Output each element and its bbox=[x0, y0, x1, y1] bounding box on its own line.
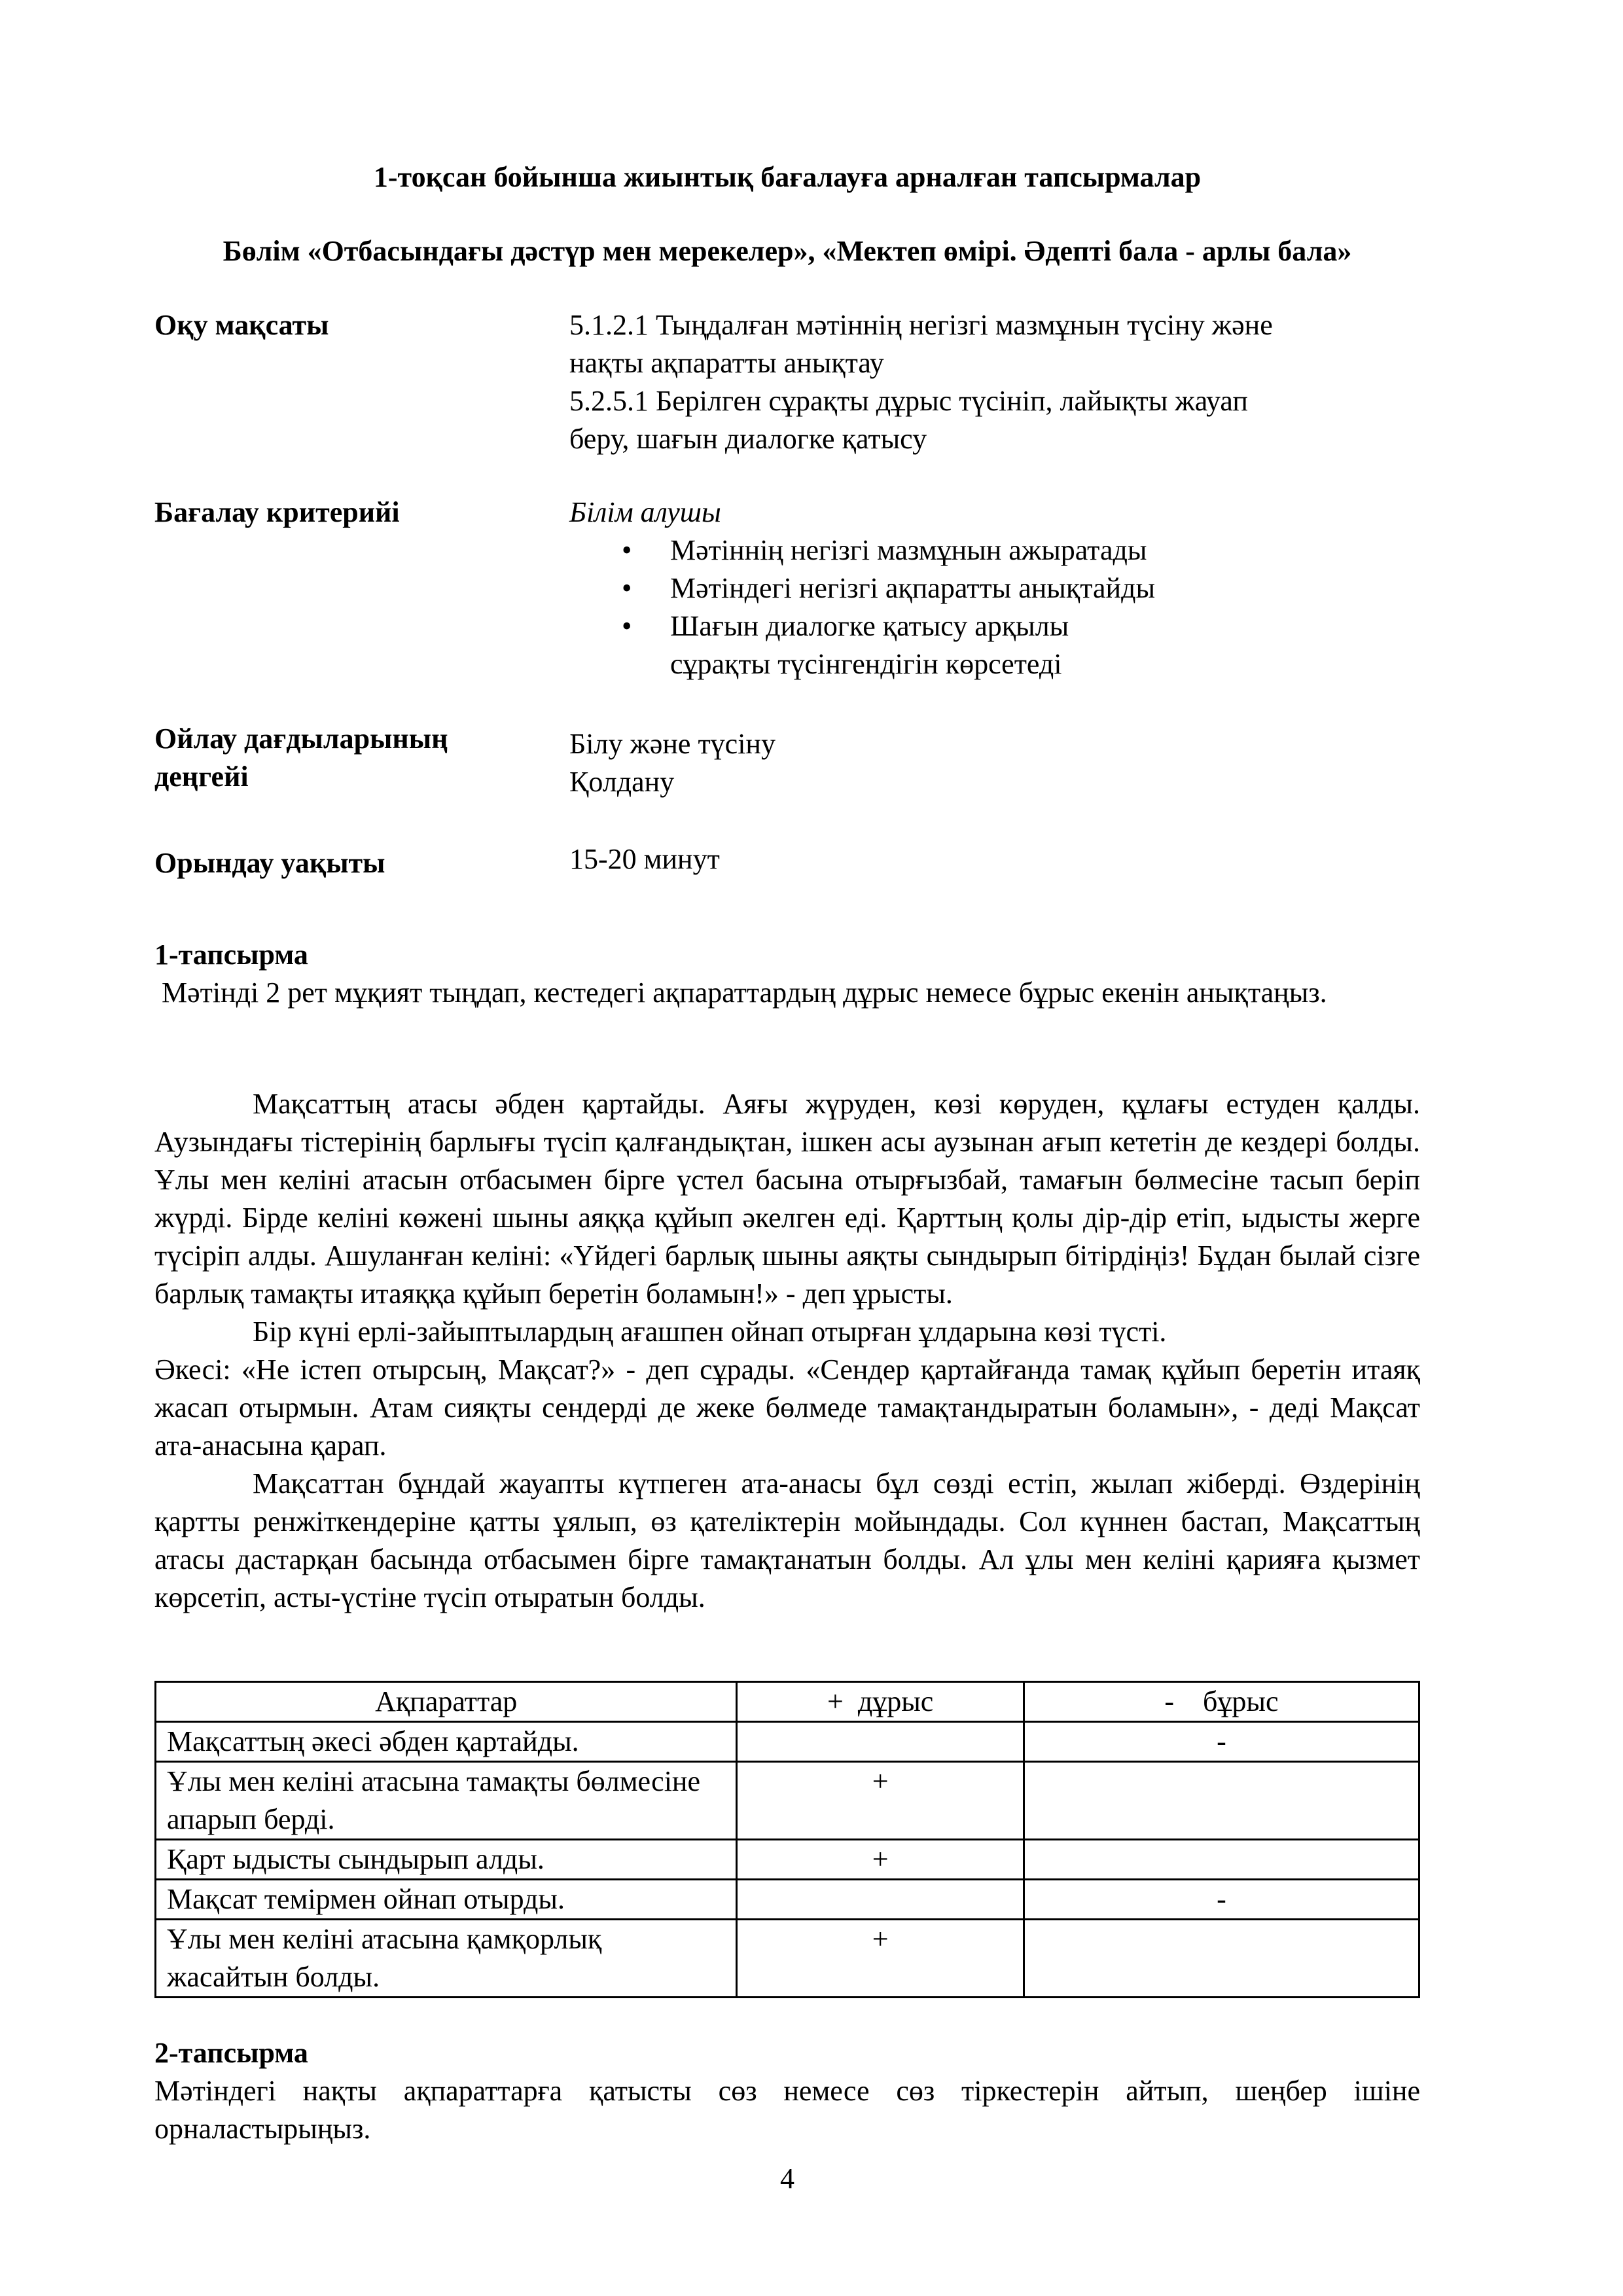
time-value: 15-20 минут bbox=[569, 843, 720, 875]
wrong-cell[interactable]: - bbox=[1024, 1880, 1419, 1920]
learning-goals-value bbox=[569, 306, 1420, 458]
task1-instruction: Мәтінді 2 рет мұқият тыңдап, кестедегі ақпараттардың дұрыс немесе бұрыс екенін анықтаңыз. bbox=[154, 977, 1327, 1009]
criteria-intro: Білім алушы bbox=[569, 496, 721, 528]
correct-cell[interactable]: + bbox=[737, 1840, 1024, 1880]
criteria-item bbox=[569, 569, 1420, 607]
criteria-value bbox=[569, 493, 1420, 683]
wrong-cell[interactable] bbox=[1024, 1840, 1419, 1880]
statement-cell: Мақсаттың әкесі әбден қартайды. bbox=[156, 1722, 737, 1762]
bullet-icon: • bbox=[622, 534, 632, 566]
thinking-level-item: Қолдану bbox=[569, 766, 675, 798]
thinking-level-label bbox=[154, 720, 547, 796]
story-paragraph: Мақсаттан бұндай жауапты күтпеген ата-анасы бұл сөзді естіп, жылап жіберді. Өздерінің қартты ренжіткендеріне қатты ұялып, өз қателіктерін мойындады. Сол күннен бастап, Мақсаттың атасы дастарқан басында отбасымен бірге тамақтанатын болды. Ал ұлы мен келіні қарияға қызмет көрсетіп, асты-үстіне түсіп отыратын болды. bbox=[154, 1467, 1420, 1613]
time-label: Орындау уақыты bbox=[154, 847, 385, 879]
criteria-label: Бағалау критерийі bbox=[154, 496, 400, 528]
thinking-level-label-line: деңгейі bbox=[154, 761, 249, 793]
true-false-table bbox=[154, 1681, 1420, 1998]
correct-cell[interactable] bbox=[737, 1722, 1024, 1762]
story-paragraph: Бір күні ерлі-зайыптылардың ағашпен ойнап отырған ұлдарына көзі түсті. bbox=[253, 1316, 1167, 1348]
criteria-item bbox=[569, 531, 1420, 569]
criteria-item-text: Мәтіндегі негізгі ақпаратты анықтайды bbox=[670, 572, 1156, 604]
table-row bbox=[156, 1762, 1419, 1840]
task1-story bbox=[154, 1085, 1420, 1617]
thinking-level-label-line: Ойлау дағдыларының bbox=[154, 723, 448, 755]
thinking-level-value bbox=[569, 725, 1420, 801]
header-wrong: - бұрыс bbox=[1024, 1682, 1419, 1722]
wrong-cell[interactable] bbox=[1024, 1920, 1419, 1998]
task2-title: 2-тапсырма bbox=[154, 2037, 308, 2069]
statement-cell: Ұлы мен келіні атасына қамқорлық жасайтын болды. bbox=[156, 1920, 737, 1998]
bullet-icon: • bbox=[622, 610, 632, 642]
task1-title: 1-тапсырма bbox=[154, 939, 308, 971]
learning-goal-line: нақты ақпаратты анықтау bbox=[569, 347, 884, 379]
criteria-item bbox=[569, 607, 1168, 683]
criteria-item-text: Шағын диалогке қатысу арқылы сұрақты түсінгендігін көрсетеді bbox=[670, 610, 1069, 680]
page-number: 4 bbox=[780, 2162, 794, 2195]
correct-cell[interactable] bbox=[737, 1880, 1024, 1920]
wrong-cell[interactable]: - bbox=[1024, 1722, 1419, 1762]
correct-cell[interactable]: + bbox=[737, 1920, 1024, 1998]
correct-cell[interactable]: + bbox=[737, 1762, 1024, 1840]
table-row bbox=[156, 1920, 1419, 1998]
header-info: Ақпараттар bbox=[156, 1682, 737, 1722]
wrong-cell[interactable] bbox=[1024, 1762, 1419, 1840]
table-row bbox=[156, 1880, 1419, 1920]
section-heading: Бөлім «Отбасындағы дәстүр мен мерекелер», «Мектеп өмірі. Әдепті бала - арлы бала» bbox=[223, 235, 1352, 267]
table-row bbox=[156, 1840, 1419, 1880]
learning-goal-line: 5.1.2.1 Тыңдалған мәтіннің негізгі мазмұнын түсіну және bbox=[569, 309, 1273, 341]
document-title: 1-тоқсан бойынша жиынтық бағалауға арналған тапсырмалар bbox=[373, 161, 1202, 193]
statement-cell: Мақсат темірмен ойнап отырды. bbox=[156, 1880, 737, 1920]
thinking-level-item: Білу және түсіну bbox=[569, 728, 776, 760]
header-correct: + дұрыс bbox=[737, 1682, 1024, 1722]
learning-goal-line: 5.2.5.1 Берілген сұрақты дұрыс түсініп, лайықты жауап bbox=[569, 385, 1248, 417]
learning-goals-label: Оқу мақсаты bbox=[154, 309, 329, 341]
table-header-row bbox=[156, 1682, 1419, 1722]
bullet-icon: • bbox=[622, 572, 632, 604]
story-paragraph: Әкесі: «Не істеп отырсың, Мақсат?» - деп сұрады. «Сендер қартайғанда тамақ құйып беретін итаяқ жасап отырмын. Атам сияқты сендерді де жеке бөлмеде тамақтандыратын боламын», - деді Мақсат ата-анасына қарап. bbox=[154, 1354, 1420, 1462]
criteria-list bbox=[569, 531, 1420, 683]
learning-goal-line: беру, шағын диалогке қатысу bbox=[569, 423, 927, 455]
task2-instruction: Мәтіндегі нақты ақпараттарға қатысты сөз немесе сөз тіркестерін айтып, шеңбер ішіне орналастырыңыз. bbox=[154, 2075, 1420, 2145]
table-row bbox=[156, 1722, 1419, 1762]
criteria-item-text: Мәтіннің негізгі мазмұнын ажыратады bbox=[670, 534, 1147, 566]
statement-cell: Қарт ыдысты сындырып алды. bbox=[156, 1840, 737, 1880]
statement-cell: Ұлы мен келіні атасына тамақты бөлмесіне апарып берді. bbox=[156, 1762, 737, 1840]
story-paragraph: Мақсаттың атасы әбден қартайды. Аяғы жүруден, көзі көруден, құлағы естуден қалды. Аузындағы тістерінің барлығы түсіп қалғандықтан, ішкен асы аузынан ағып кететін де кездері болды. Ұлы мен келіні атасын отбасымен бірге үстел басына отырғызбай, тамағын бөлмесіне тасып беріп жүрді. Бірде келіні көжені шыны аяққа құйып әкелген еді. Қарттың қолы дір-дір етіп, ыдысты жерге түсіріп алды. Ашуланған келіні: «Үйдегі барлық шыны аяқты сындырып бітірдіңіз! Бұдан былай сізге барлық тамақты итаяққа құйып беретін боламын!» - деп ұрысты. bbox=[154, 1088, 1420, 1310]
